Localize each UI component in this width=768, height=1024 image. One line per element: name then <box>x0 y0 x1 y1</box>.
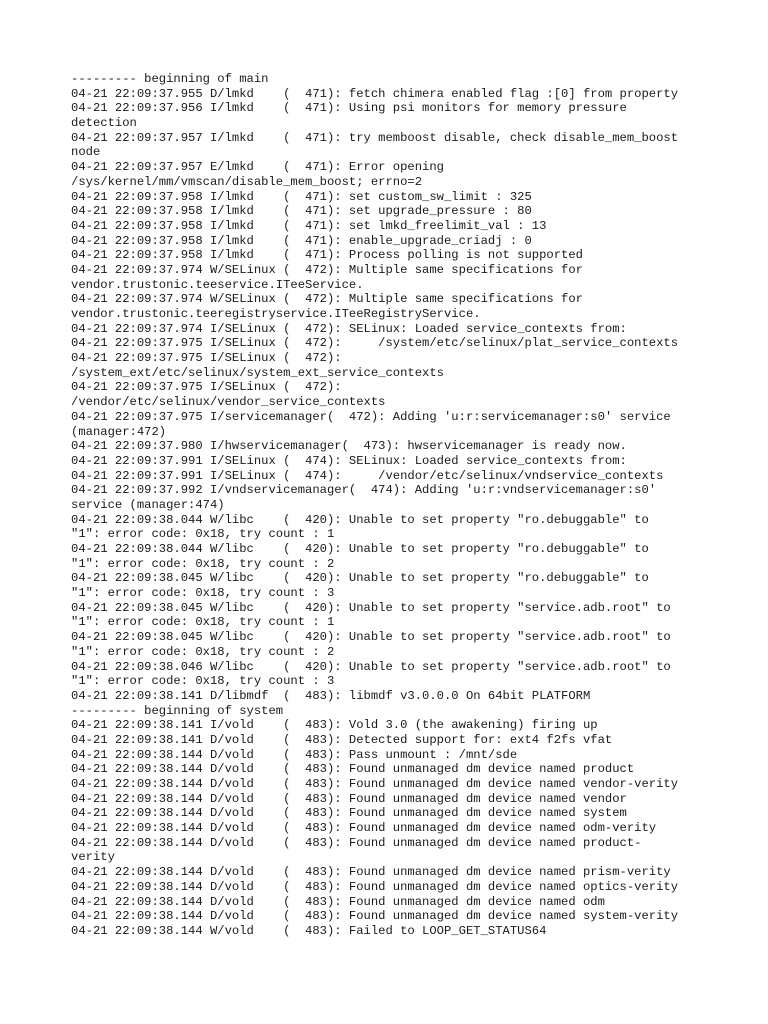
log-line: 04-21 22:09:38.144 D/vold ( 483): Pass unmount : /mnt/sde <box>71 747 518 762</box>
log-line: 04-21 22:09:38.045 W/libc ( 420): Unable to set property "ro.debuggable" to <box>71 571 649 586</box>
log-line: 04-21 22:09:37.974 I/SELinux ( 472): SELinux: Loaded service_contexts from: <box>71 321 627 336</box>
log-document <box>71 72 721 939</box>
log-line: 04-21 22:09:38.144 D/vold ( 483): Found unmanaged dm device named system-verity <box>71 909 679 924</box>
log-line: 04-21 22:09:37.958 I/lmkd ( 471): enable_upgrade_criadj : 0 <box>71 233 532 248</box>
log-line: 04-21 22:09:37.975 I/SELinux ( 472): /system/etc/selinux/plat_service_contexts <box>71 336 679 351</box>
log-line: "1": error code: 0x18, try count : 1 <box>71 615 335 630</box>
log-line: 04-21 22:09:37.991 I/SELinux ( 474): SELinux: Loaded service_contexts from: <box>71 453 627 468</box>
log-line: /sys/kernel/mm/vmscan/disable_mem_boost; errno=2 <box>71 174 423 189</box>
log-line: 04-21 22:09:37.955 D/lmkd ( 471): fetch chimera enabled flag :[0] from property <box>71 86 679 101</box>
log-line: (manager:472) <box>71 424 167 439</box>
log-line: 04-21 22:09:38.144 D/vold ( 483): Found unmanaged dm device named optics-verity <box>71 879 679 894</box>
log-line: 04-21 22:09:37.974 W/SELinux ( 472): Multiple same specifications for <box>71 292 583 307</box>
log-line: "1": error code: 0x18, try count : 3 <box>71 674 335 689</box>
log-line: node <box>71 145 101 160</box>
log-line: /vendor/etc/selinux/vendor_service_contexts <box>71 395 386 410</box>
log-line: 04-21 22:09:37.958 I/lmkd ( 471): set lmkd_freelimit_val : 13 <box>71 218 547 233</box>
log-line: 04-21 22:09:37.980 I/hwservicemanager( 473): hwservicemanager is ready now. <box>71 439 627 454</box>
log-line: 04-21 22:09:38.144 D/vold ( 483): Found unmanaged dm device named vendor <box>71 791 627 806</box>
log-line: vendor.trustonic.teeregistryservice.ITeeRegistryService. <box>71 307 481 321</box>
log-line: 04-21 22:09:38.144 W/vold ( 483): Failed to LOOP_GET_STATUS64 <box>71 923 547 938</box>
log-line: verity <box>71 850 115 865</box>
log-line: 04-21 22:09:37.975 I/servicemanager( 472): Adding 'u:r:servicemanager:s0' service <box>71 409 671 424</box>
log-line: 04-21 22:09:38.144 D/vold ( 483): Found unmanaged dm device named product- <box>71 835 642 850</box>
log-line: 04-21 22:09:38.045 W/libc ( 420): Unable to set property "service.adb.root" to <box>71 600 671 615</box>
log-line: 04-21 22:09:37.958 I/lmkd ( 471): Process polling is not supported <box>71 248 583 263</box>
log-line: 04-21 22:09:37.975 I/SELinux ( 472): <box>71 351 342 366</box>
log-line: 04-21 22:09:37.958 I/lmkd ( 471): set upgrade_pressure : 80 <box>71 204 532 219</box>
log-line: /system_ext/etc/selinux/system_ext_service_contexts <box>71 365 444 380</box>
log-line: 04-21 22:09:38.046 W/libc ( 420): Unable to set property "service.adb.root" to <box>71 659 671 674</box>
log-line: 04-21 22:09:38.044 W/libc ( 420): Unable to set property "ro.debuggable" to <box>71 512 649 527</box>
log-line: 04-21 22:09:38.044 W/libc ( 420): Unable to set property "ro.debuggable" to <box>71 542 649 556</box>
log-line: 04-21 22:09:38.144 D/vold ( 483): Found unmanaged dm device named odm-verity <box>71 821 657 836</box>
log-line: service (manager:474) <box>71 497 225 512</box>
log-line: 04-21 22:09:37.957 E/lmkd ( 471): Error opening <box>71 160 444 175</box>
log-line: 04-21 22:09:37.956 I/lmkd ( 471): Using psi monitors for memory pressure <box>71 101 627 116</box>
log-line: detection <box>71 116 137 131</box>
log-line: 04-21 22:09:37.975 I/SELinux ( 472): <box>71 380 342 395</box>
log-line: 04-21 22:09:38.141 D/libmdf ( 483): libmdf v3.0.0.0 On 64bit PLATFORM <box>71 688 591 703</box>
log-line: 04-21 22:09:38.144 D/vold ( 483): Found unmanaged dm device named prism-verity <box>71 865 671 880</box>
log-line: 04-21 22:09:37.974 W/SELinux ( 472): Multiple same specifications for <box>71 262 583 277</box>
log-line: --------- beginning of system <box>71 703 284 718</box>
log-line: "1": error code: 0x18, try count : 2 <box>71 556 335 571</box>
log-line: 04-21 22:09:38.144 D/vold ( 483): Found unmanaged dm device named odm <box>71 894 605 909</box>
log-line: 04-21 22:09:38.144 D/vold ( 483): Found unmanaged dm device named product <box>71 762 635 777</box>
log-line: 04-21 22:09:37.991 I/SELinux ( 474): /vendor/etc/selinux/vndservice_contexts <box>71 468 664 483</box>
log-line: --------- beginning of main <box>71 72 269 86</box>
log-line: "1": error code: 0x18, try count : 1 <box>71 527 335 542</box>
log-line: 04-21 22:09:38.144 D/vold ( 483): Found unmanaged dm device named vendor-verity <box>71 777 679 791</box>
log-line: 04-21 22:09:38.141 D/vold ( 483): Detected support for: ext4 f2fs vfat <box>71 732 613 747</box>
log-line: 04-21 22:09:38.045 W/libc ( 420): Unable to set property "service.adb.root" to <box>71 630 671 645</box>
log-line: "1": error code: 0x18, try count : 3 <box>71 586 335 601</box>
log-line: 04-21 22:09:37.957 I/lmkd ( 471): try memboost disable, check disable_mem_boost <box>71 130 679 145</box>
log-line: "1": error code: 0x18, try count : 2 <box>71 644 335 659</box>
log-line: 04-21 22:09:37.958 I/lmkd ( 471): set custom_sw_limit : 325 <box>71 189 532 204</box>
log-line: 04-21 22:09:37.992 I/vndservicemanager( 474): Adding 'u:r:vndservicemanager:s0' <box>71 483 657 498</box>
log-line: 04-21 22:09:38.141 I/vold ( 483): Vold 3.0 (the awakening) firing up <box>71 718 598 733</box>
log-line: 04-21 22:09:38.144 D/vold ( 483): Found unmanaged dm device named system <box>71 806 627 821</box>
log-line: vendor.trustonic.teeservice.ITeeService. <box>71 277 364 292</box>
